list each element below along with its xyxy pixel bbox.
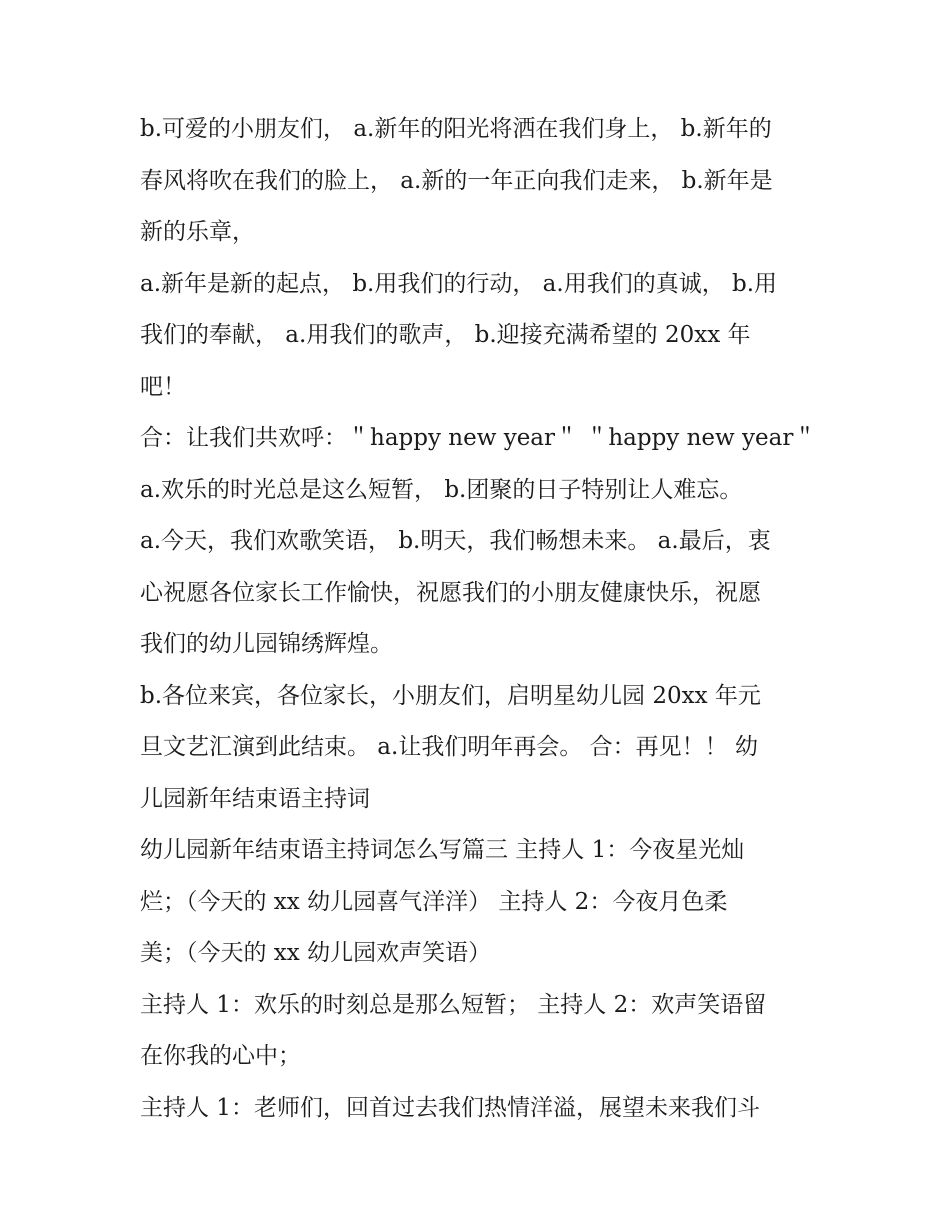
document-body xyxy=(140,104,820,1134)
text-line: 儿园新年结束语主持词 xyxy=(140,785,370,812)
text-line: b.各位来宾，各位家长，小朋友们，启明星幼儿园 20xx 年元 xyxy=(140,682,761,709)
text-line: a.新年是新的起点， b.用我们的行动， a.用我们的真诚， b.用 xyxy=(140,270,778,297)
text-line: 旦文艺汇演到此结束。 a.让我们明年再会。 合：再见！！ 幼 xyxy=(140,734,758,760)
text-line: a.欢乐的时光总是这么短暂， b.团聚的日子特别让人难忘。 xyxy=(140,476,743,503)
text-line: 主持人 1：老师们，回首过去我们热情洋溢，展望未来我们斗 xyxy=(140,1094,760,1121)
text-line: 春风将吹在我们的脸上， a.新的一年正向我们走来， b.新年是 xyxy=(140,167,773,194)
text-line: 我们的奉献， a.用我们的歌声， b.迎接充满希望的 20xx 年 xyxy=(140,322,751,348)
text-line: 在你我的心中； xyxy=(140,1043,301,1069)
text-line: b.可爱的小朋友们， a.新年的阳光将洒在我们身上， b.新年的 xyxy=(140,116,772,142)
text-line: 烂；（今天的 xx 幼儿园喜气洋洋） 主持人 2：今夜月色柔 xyxy=(140,888,728,915)
text-line: 吧！ xyxy=(140,373,186,400)
text-line: 主持人 1：欢乐的时刻总是那么短暂； 主持人 2：欢声笑语留 xyxy=(140,991,767,1018)
text-line: a.今天，我们欢歌笑语， b.明天，我们畅想未来。 a.最后，衷 xyxy=(140,528,771,554)
text-line: 新的乐章， xyxy=(140,219,255,245)
text-line: 合：让我们共欢呼：＂happy new year＂ ＂happy new year＂ xyxy=(140,425,817,451)
text-line: 我们的幼儿园锦绣辉煌。 xyxy=(140,631,393,657)
text-line: 心祝愿各位家长工作愉快，祝愿我们的小朋友健康快乐，祝愿 xyxy=(140,579,761,606)
text-line: 美；（今天的 xx 幼儿园欢声笑语） xyxy=(140,940,492,966)
text-line: 幼儿园新年结束语主持词怎么写篇三 主持人 1：今夜星光灿 xyxy=(140,837,745,863)
